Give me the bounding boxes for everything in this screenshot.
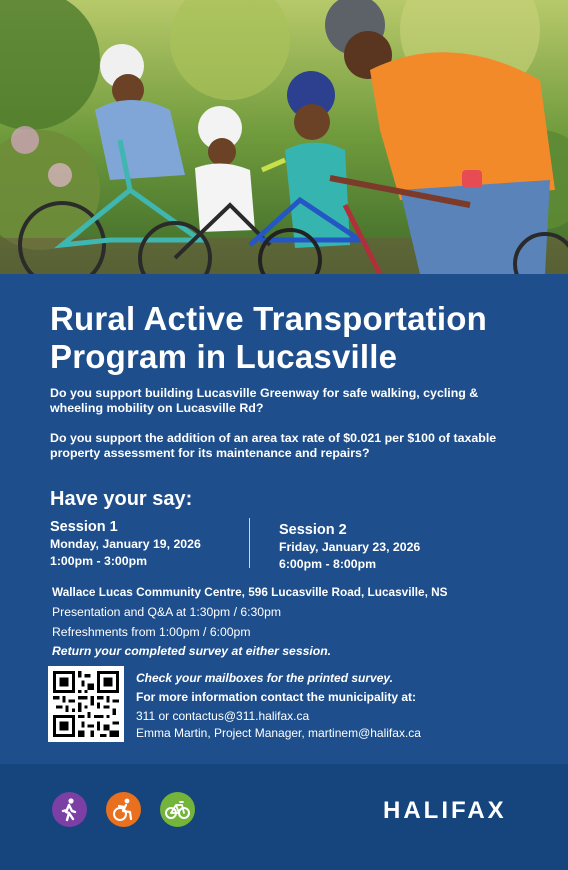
poster-title bbox=[50, 300, 530, 376]
title-line-2: Program in Lucasville bbox=[50, 338, 398, 375]
session-date: Monday, January 19, 2026 bbox=[50, 537, 201, 551]
question-tax-rate: Do you support the addition of an area tax rate of $0.021 per $100 of taxable property assessment for its maintenance and repairs? bbox=[50, 431, 497, 460]
have-your-say-heading: Have your say: bbox=[50, 488, 193, 510]
session-divider bbox=[249, 518, 250, 568]
mailbox-note: Check your mailboxes for the printed survey. bbox=[136, 671, 393, 685]
footer bbox=[0, 764, 568, 870]
session-2 bbox=[279, 521, 420, 573]
session-name: Session 1 bbox=[50, 519, 118, 535]
adaptive-cycling-icon bbox=[106, 792, 141, 827]
survey-return-note: Return your completed survey at either session. bbox=[52, 644, 332, 658]
question-greenway: Do you support building Lucasville Greenway for safe walking, cycling & wheeling mobility on Lucasville Rd? bbox=[50, 386, 479, 415]
halifax-logo: HALIFAX bbox=[383, 797, 507, 824]
contact-311[interactable]: 311 or contactus@311.halifax.ca bbox=[136, 709, 310, 723]
info-panel bbox=[0, 274, 568, 764]
venue-address: Wallace Lucas Community Centre, 596 Lucasville Road, Lucasville, NS bbox=[52, 585, 448, 599]
session-date: Friday, January 23, 2026 bbox=[279, 540, 421, 554]
contact-project-manager[interactable]: Emma Martin, Project Manager, martinem@halifax.ca bbox=[136, 726, 421, 740]
bicycle-icon bbox=[160, 792, 195, 827]
header-photo bbox=[0, 0, 568, 274]
presentation-time: Presentation and Q&A at 1:30pm / 6:30pm bbox=[52, 605, 281, 619]
title-line-1: Rural Active Transportation bbox=[50, 300, 487, 337]
refreshments-time: Refreshments from 1:00pm / 6:00pm bbox=[52, 625, 251, 639]
session-time: 6:00pm - 8:00pm bbox=[279, 557, 377, 571]
more-info-label: For more information contact the municipality at: bbox=[136, 690, 417, 704]
walking-icon bbox=[52, 792, 87, 827]
session-1 bbox=[50, 518, 201, 570]
session-time: 1:00pm - 3:00pm bbox=[50, 554, 148, 568]
qr-code[interactable] bbox=[48, 666, 124, 742]
session-name: Session 2 bbox=[279, 522, 347, 538]
